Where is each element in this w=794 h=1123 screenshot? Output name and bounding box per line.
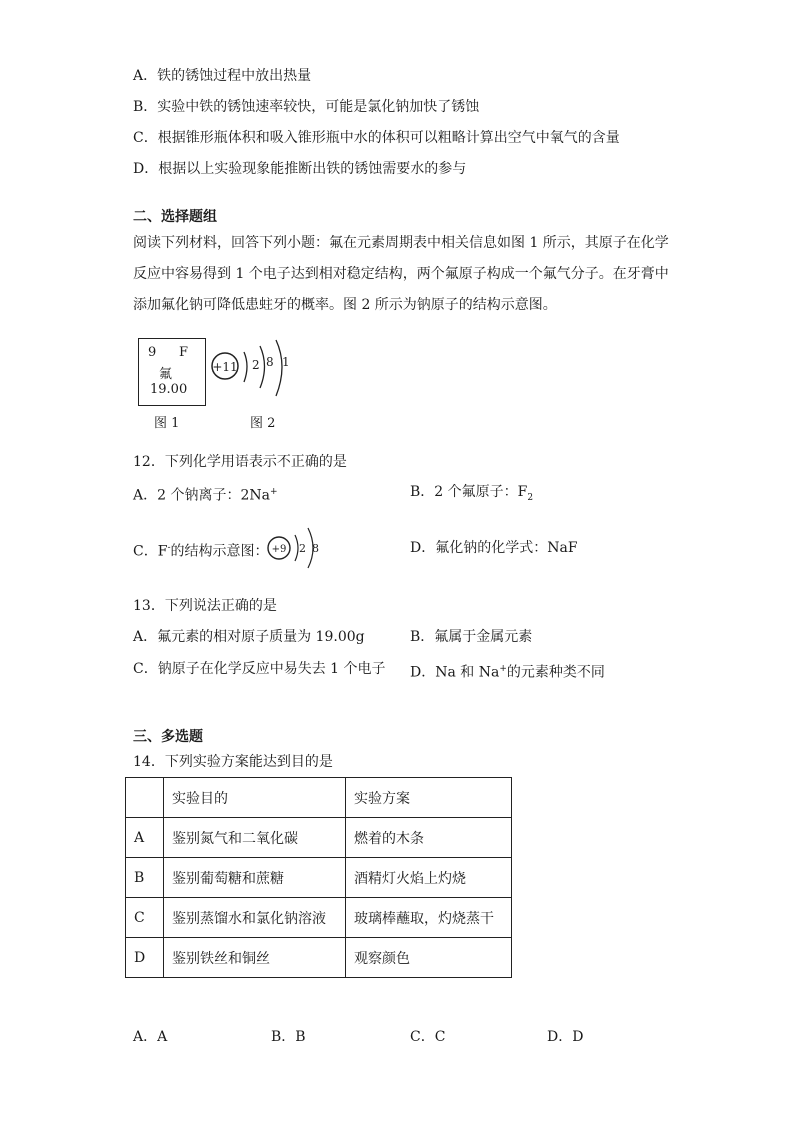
table-header-row <box>126 778 512 818</box>
table-row <box>126 898 512 938</box>
fluoride-nucleus-charge: +9 <box>271 544 287 555</box>
q12-option-d: D．氟化钠的化学式：NaF <box>410 540 578 556</box>
q11-option-d: D．根据以上实验现象能推断出铁的锈蚀需要水的参与 <box>133 161 467 177</box>
q13-option-d: D．Na 和 Na+的元素种类不同 <box>410 664 605 681</box>
table-cell: 鉴别氮气和二氧化碳 <box>164 818 346 858</box>
q11-option-c: C．根据锥形瓶体积和吸入锥形瓶中水的体积可以粗略计算出空气中氧气的含量 <box>133 130 620 146</box>
q12-option-a: A．2 个钠离子：2Na+ <box>133 487 278 504</box>
q12-stem: 12．下列化学用语表示不正确的是 <box>133 454 347 470</box>
table-cell: 鉴别蒸馏水和氯化钠溶液 <box>164 898 346 938</box>
q14-option-b: B．B <box>271 1029 306 1045</box>
table-cell: C <box>126 898 164 938</box>
table-cell: B <box>126 858 164 898</box>
q13-stem: 13．下列说法正确的是 <box>133 598 277 614</box>
sodium-shell-1-arc <box>244 352 247 382</box>
table-cell: 玻璃棒蘸取，灼烧蒸干 <box>346 898 512 938</box>
sodium-shell-3-count: 1 <box>282 355 290 369</box>
table-row <box>126 938 512 978</box>
q14-option-d: D．D <box>547 1029 584 1045</box>
table-cell: 鉴别葡萄糖和蔗糖 <box>164 858 346 898</box>
q14-stem: 14．下列实验方案能达到目的是 <box>133 754 333 770</box>
q12-option-c: C．F-的结构示意图： <box>133 543 269 560</box>
fluorine-element-cell <box>138 338 206 406</box>
table-cell: 实验目的 <box>164 778 346 818</box>
q13-option-b: B．氟属于金属元素 <box>410 629 533 645</box>
table-cell <box>126 778 164 818</box>
q14-option-a: A．A <box>133 1029 168 1045</box>
table-cell: 鉴别铁丝和铜丝 <box>164 938 346 978</box>
table-cell: 燃着的木条 <box>346 818 512 858</box>
atomic-mass: 19.00 <box>150 382 188 397</box>
table-cell: D <box>126 938 164 978</box>
table-row <box>126 858 512 898</box>
fig1-caption: 图 1 <box>154 416 180 431</box>
passage-line-3: 添加氟化钠可降低患蛀牙的概率。图 2 所示为钠原子的结构示意图。 <box>133 297 557 313</box>
element-name: 氟 <box>159 367 173 382</box>
q13-option-c: C．钠原子在化学反应中易失去 1 个电子 <box>133 661 386 677</box>
passage-line-1: 阅读下列材料，回答下列小题：氟在元素周期表中相关信息如图 1 所示，其原子在化学 <box>133 235 669 251</box>
fluoride-shell-1-count: 2 <box>299 542 306 555</box>
table-cell: 观察颜色 <box>346 938 512 978</box>
q13-option-a: A．氟元素的相对原子质量为 19.00g <box>133 629 365 645</box>
sodium-nucleus-charge: +11 <box>212 360 238 374</box>
fluoride-ion-diagram <box>262 524 324 572</box>
sodium-shell-2-arc <box>260 346 265 388</box>
table-cell: 实验方案 <box>346 778 512 818</box>
atomic-number: 9 <box>148 345 157 360</box>
fig2-caption: 图 2 <box>250 416 276 431</box>
table-row <box>126 818 512 858</box>
element-symbol: F <box>179 345 189 360</box>
sodium-atom-diagram <box>206 336 296 406</box>
sodium-shell-2-count: 8 <box>266 355 274 369</box>
q12-option-b: B．2 个氟原子：$F_2$ <box>410 484 534 503</box>
table-cell: A <box>126 818 164 858</box>
q14-option-c: C．C <box>410 1029 446 1045</box>
section-title-3: 三、多选题 <box>133 729 203 745</box>
fluoride-shell-1-arc <box>295 535 298 561</box>
fluoride-shell-2-count: 8 <box>312 542 319 555</box>
passage-line-2: 反应中容易得到 1 个电子达到相对稳定结构，两个氟原子构成一个氟气分子。在牙膏中 <box>133 266 669 282</box>
q14-table <box>125 777 512 978</box>
q11-option-a: A．铁的锈蚀过程中放出热量 <box>133 68 312 84</box>
section-title-2: 二、选择题组 <box>133 209 217 225</box>
sodium-shell-1-count: 2 <box>252 358 260 372</box>
q11-option-b: B．实验中铁的锈蚀速率较快，可能是氯化钠加快了锈蚀 <box>133 99 480 115</box>
table-cell: 酒精灯火焰上灼烧 <box>346 858 512 898</box>
